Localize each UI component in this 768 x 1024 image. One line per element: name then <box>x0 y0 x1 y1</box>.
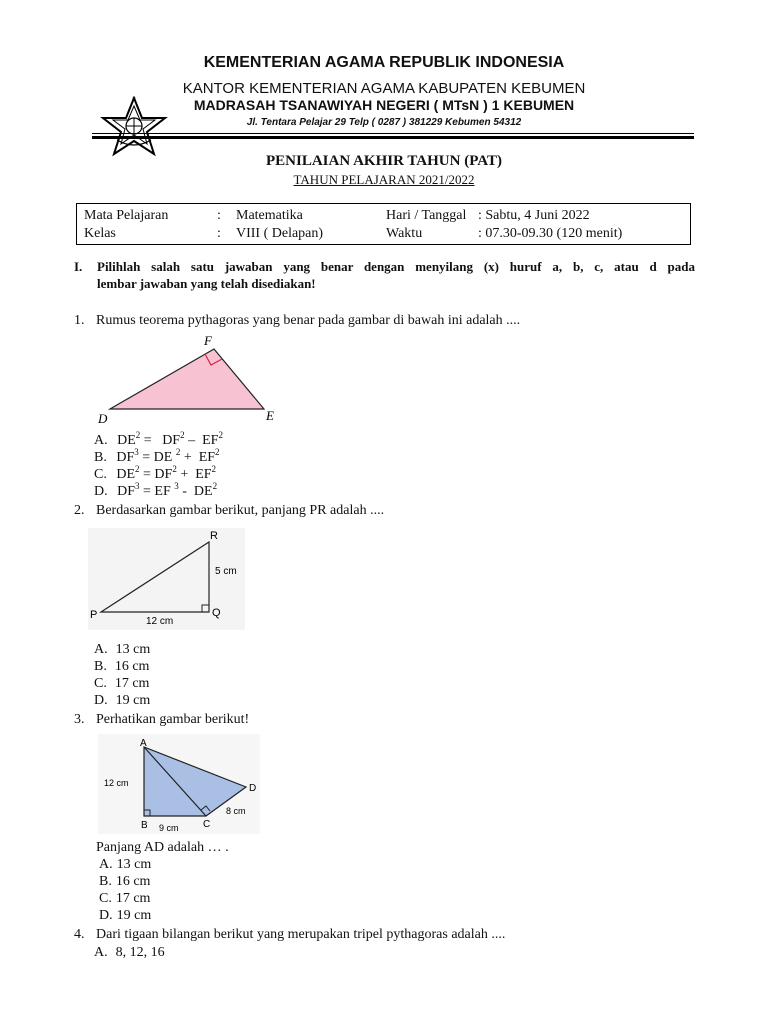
class-value: VIII ( Delapan) <box>236 226 324 241</box>
option-item <box>94 449 220 466</box>
option-text: 17 cm <box>115 891 151 906</box>
question-number: 2. <box>74 503 85 518</box>
question-prompt: Panjang AD adalah … . <box>96 840 229 855</box>
vertex-e-label: E <box>266 408 274 423</box>
option-text: 16 cm <box>114 659 150 674</box>
option-text: 19 cm <box>116 908 152 923</box>
option-letter: B. <box>94 450 107 465</box>
subject-value: Matematika <box>236 208 303 223</box>
option-letter: D. <box>99 908 113 923</box>
question-text: Rumus teorema pythagoras yang benar pada gambar di bawah ini adalah .... <box>96 313 521 328</box>
option-letter: B. <box>99 874 112 889</box>
option-text: 8, 12, 16 <box>115 945 165 960</box>
question-text: Berdasarkan gambar berikut, panjang PR adalah .... <box>96 503 385 518</box>
header-school: MADRASAH TSANAWIYAH NEGERI ( MTsN ) 1 KEBUMEN <box>193 97 575 113</box>
class-colon: : <box>217 226 221 241</box>
vertex-r-label: R <box>210 530 218 542</box>
option-letter: C. <box>99 891 112 906</box>
subject-label: Mata Pelajaran <box>84 208 169 223</box>
option-text: 13 cm <box>115 642 151 657</box>
vertex-d-label: D <box>249 783 257 794</box>
date-label: Hari / Tanggal <box>386 208 467 223</box>
time-label: Waktu <box>386 226 423 241</box>
side-cd-label: 8 cm <box>226 806 246 816</box>
vertex-d-label: D <box>98 411 108 426</box>
section-instruction-line1: Pilihlah salah satu jawaban yang benar dengan menyilang (x) huruf a, b, c, atau d pada <box>97 259 695 274</box>
vertex-c-label: C <box>203 819 211 830</box>
option-item <box>94 692 150 709</box>
side-rq-label: 5 cm <box>215 566 237 577</box>
option-item <box>94 432 223 449</box>
option-text: 16 cm <box>115 874 151 889</box>
section-instruction-line2: lembar jawaban yang telah disediakan! <box>97 276 316 291</box>
header-address: Jl. Tentara Pelajar 29 Telp ( 0287 ) 381229 Kebumen 54312 <box>246 117 522 128</box>
header-office: KANTOR KEMENTERIAN AGAMA KABUPATEN KEBUMEN <box>182 80 586 97</box>
vertex-q-label: Q <box>212 607 221 619</box>
option-text: $DF^3$ = EF $^3 - DE^2$ <box>117 481 218 499</box>
subject-colon: : <box>217 208 221 223</box>
option-item <box>94 944 165 961</box>
question-number: 1. <box>74 313 85 328</box>
option-item <box>94 658 149 675</box>
header-ministry: KEMENTERIAN AGAMA REPUBLIK INDONESIA <box>203 54 565 71</box>
option-text: 17 cm <box>114 676 150 691</box>
option-text: 19 cm <box>115 693 151 708</box>
option-item <box>99 890 150 907</box>
question-text: Perhatikan gambar berikut! <box>96 712 250 727</box>
vertex-a-label: A <box>140 738 147 749</box>
option-letter: B. <box>94 659 107 674</box>
option-item <box>94 675 149 692</box>
option-letter: A. <box>94 642 108 657</box>
exam-year: TAHUN PELAJARAN 2021/2022 <box>293 172 475 187</box>
option-item <box>94 483 217 500</box>
class-label: Kelas <box>84 226 116 241</box>
option-letter: A. <box>99 857 113 872</box>
header-divider-thick <box>92 136 694 139</box>
option-item <box>99 856 151 873</box>
side-bc-label: 9 cm <box>159 823 179 833</box>
option-letter: C. <box>94 467 107 482</box>
question-text: Dari tigaan bilangan berikut yang merupakan tripel pythagoras adalah .... <box>96 927 506 942</box>
side-ab-label: 12 cm <box>104 778 129 788</box>
header-divider <box>92 133 694 134</box>
section-number: I. <box>74 259 83 274</box>
option-item <box>99 907 151 924</box>
option-item <box>94 466 216 483</box>
vertex-f-label: F <box>204 333 212 348</box>
option-letter: A. <box>94 433 108 448</box>
option-letter: A. <box>94 945 108 960</box>
option-text: 13 cm <box>116 857 152 872</box>
option-text: $DE^2 = DF^2 + EF^2$ <box>116 464 217 482</box>
option-item <box>94 641 150 658</box>
triangle-def-figure <box>94 332 284 426</box>
vertex-p-label: P <box>90 609 98 621</box>
question-number: 3. <box>74 712 85 727</box>
triangle-pqr-figure <box>88 528 245 630</box>
option-letter: D. <box>94 693 108 708</box>
quadrilateral-abcd-figure <box>98 734 260 834</box>
side-pq-label: 12 cm <box>146 616 174 627</box>
option-item <box>99 873 150 890</box>
option-text: $DE^2 = DF^2 - EF^2$ <box>117 430 223 448</box>
option-text: $DF^3$ = DE $^2 + EF^2$ <box>116 447 220 465</box>
svg-text:★: ★ <box>131 96 137 102</box>
exam-title: PENILAIAN AKHIR TAHUN (PAT) <box>266 153 502 169</box>
date-value: : Sabtu, 4 Juni 2022 <box>478 208 590 223</box>
question-number: 4. <box>74 927 85 942</box>
option-letter: C. <box>94 676 107 691</box>
time-value: : 07.30-09.30 (120 menit) <box>478 226 623 241</box>
option-letter: D. <box>94 484 108 499</box>
vertex-b-label: B <box>141 820 148 831</box>
